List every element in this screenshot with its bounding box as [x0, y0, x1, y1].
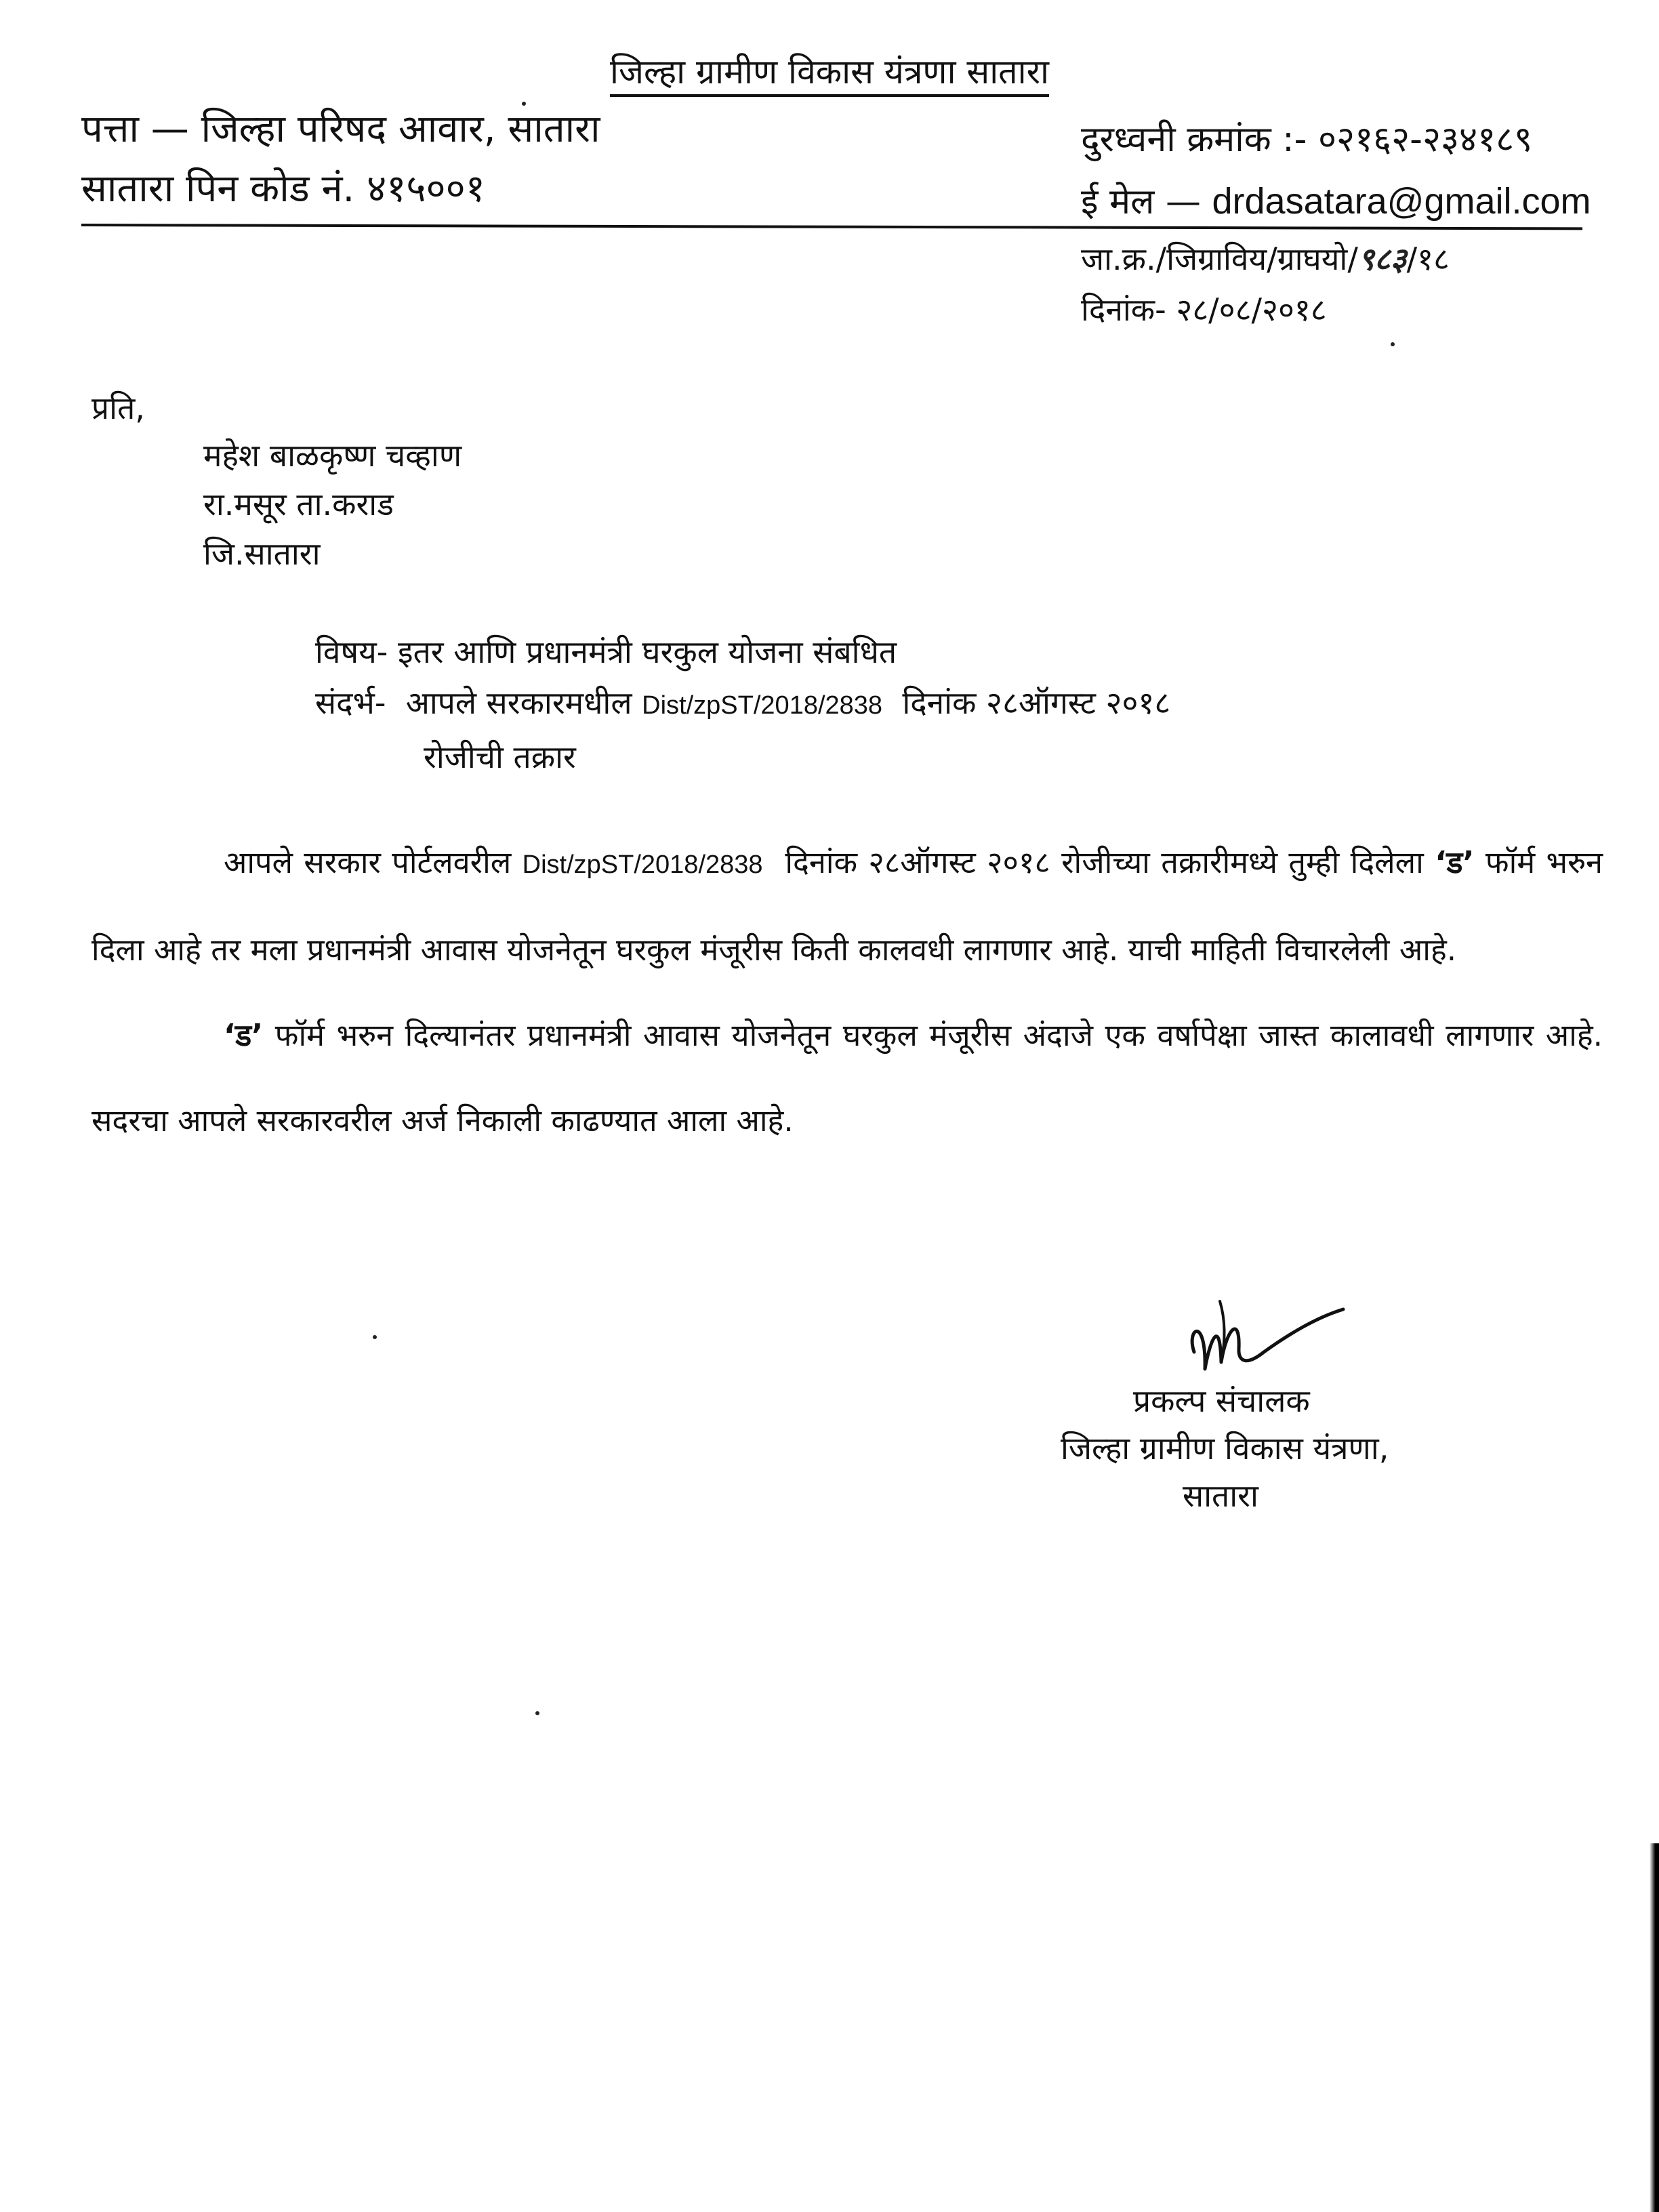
subject-line — [315, 630, 897, 672]
reference-text-part2: दिनांक २८ऑगस्ट २०१८ — [902, 684, 1171, 721]
header-divider — [81, 224, 1582, 230]
para2-text: फॉर्म भरुन दिल्यानंतर प्रधानमंत्री आवास योजनेतून घरकुल मंजूरीस अंदाजे एक वर्षापेक्षा जास्त कालावधी लागणार आहे. सदरचा आपले सरकारवरील अर्ज निकाली काढण्यात आला आहे. — [91, 1017, 1603, 1139]
para1-form-name: ‘ड’ — [1435, 844, 1475, 880]
office-address-line1: पत्ता — जिल्हा परिषद आवार, सातारा — [81, 107, 600, 151]
signatory-designation: प्रकल्प संचालक — [1133, 1382, 1310, 1419]
email-label: ई मेल — — [1081, 182, 1201, 222]
office-phone — [1081, 114, 1532, 162]
para1-part1: आपले सरकार पोर्टलवरील — [224, 844, 512, 880]
outward-suffix: /१८ — [1406, 241, 1450, 277]
recipient-address-line2: जि.सातारा — [203, 535, 321, 572]
para1-part3: फॉर्म भरुन दिला आहे तर मला प्रधानमंत्री आवास योजनेतून घरकुल मंजूरीस किती कालवधी लागणार आहे. याची माहिती विचारलेली आहे. — [91, 844, 1603, 968]
outward-prefix: जा.क्र./जिग्राविय/ग्राघयो/ — [1081, 241, 1358, 277]
para1-code: Dist/zpST/2018/2838 — [522, 851, 763, 879]
date-value: २८/०८/२०१८ — [1176, 291, 1327, 328]
recipient-address-line1: रा.मसूर ता.कराड — [203, 486, 394, 523]
scan-speck — [1391, 342, 1395, 346]
scan-speck — [522, 102, 526, 106]
body-paragraph-2 — [91, 993, 1603, 1164]
signatory-place: सातारा — [1183, 1477, 1258, 1514]
reference-text-part1: आपले सरकारमधील — [405, 684, 632, 721]
phone-label: दुरध्वनी क्रमांक :- — [1081, 119, 1307, 160]
reference-line2: रोजीची तक्रार — [424, 739, 576, 775]
signatory-office: जिल्हा ग्रामीण विकास यंत्रणा, — [1061, 1430, 1389, 1467]
recipient-name: महेश बाळकृष्ण चव्हाण — [203, 437, 462, 474]
subject-text: इतर आणि प्रधानमंत्री घरकुल योजना संबधित — [397, 634, 897, 670]
office-email — [1081, 176, 1591, 224]
office-title — [0, 47, 1659, 94]
para1-part2: दिनांक २८ऑगस्ट २०१८ रोजीच्या तक्रारीमध्ये तुम्ही दिलेला — [785, 844, 1424, 880]
scan-speck — [535, 1711, 539, 1715]
body-paragraph-1 — [91, 820, 1603, 993]
reference-label: संदर्भ- — [315, 684, 386, 721]
office-address-line2: सातारा पिन कोड नं. ४१५००१ — [81, 167, 485, 211]
scan-speck — [373, 1335, 377, 1339]
para2-form-name: ‘ड’ — [224, 1017, 264, 1053]
outward-number — [1081, 237, 1450, 279]
phone-value: ०२१६२-२३४१८९ — [1317, 119, 1533, 160]
to-label: प्रति, — [91, 390, 145, 426]
scan-edge-shadow — [1650, 1843, 1659, 2212]
handwritten-signature — [1179, 1288, 1355, 1389]
subject-label: विषय- — [315, 634, 388, 670]
outward-handwritten-number: ९८३ — [1357, 241, 1407, 277]
office-title-text: जिल्हा ग्रामीण विकास यंत्रणा सातारा — [610, 52, 1049, 97]
letter-date — [1081, 288, 1327, 330]
email-value: drdasatara@gmail.com — [1212, 181, 1591, 222]
date-label: दिनांक- — [1081, 291, 1166, 328]
reference-line — [315, 681, 1170, 723]
letter-body — [91, 820, 1603, 1164]
reference-code: Dist/zpST/2018/2838 — [642, 691, 883, 720]
